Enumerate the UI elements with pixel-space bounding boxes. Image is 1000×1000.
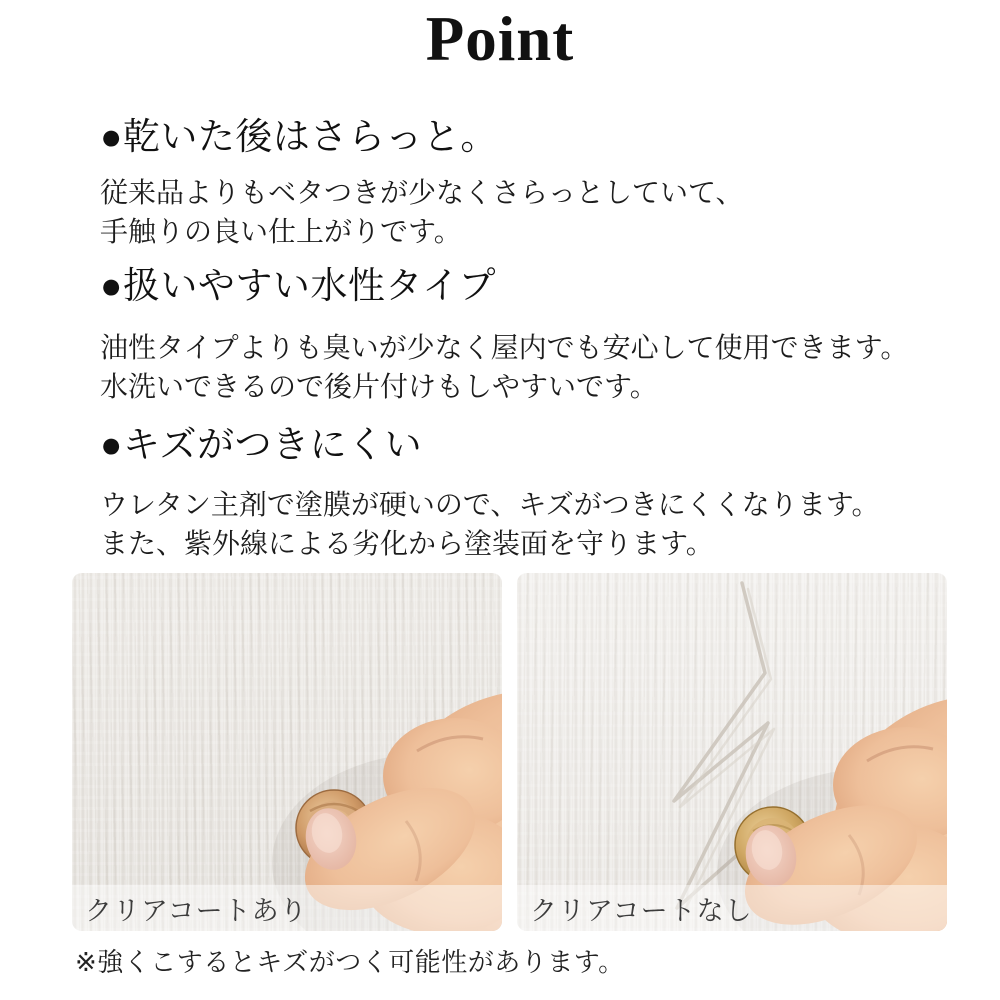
hand-coin-illustration: [72, 573, 502, 931]
photo-clearcoat-without: [517, 573, 947, 931]
feature-heading-water-based: ●扱いやすい水性タイプ: [100, 265, 496, 306]
body-line: 手触りの良い仕上がりです。: [100, 216, 462, 247]
body-line: また、紫外線による劣化から塗装面を守ります。: [100, 528, 714, 559]
feature-body-scratch-resistant: [100, 485, 940, 563]
page-title: Point: [425, 4, 575, 74]
photo-label-without-clearcoat: [517, 885, 947, 931]
photo-label-text: クリアコートあり: [85, 895, 308, 926]
photo-clearcoat-with: [72, 573, 502, 931]
feature-body-dry-smooth: [100, 173, 940, 251]
feature-heading-scratch-resistant: ●キズがつきにくい: [100, 424, 423, 465]
photo-label-text: クリアコートなし: [530, 895, 753, 926]
footnote: ※強くこするとキズがつく可能性があります。: [75, 947, 625, 977]
body-line: 従来品よりもベタつきが少なくさらっとしていて、: [100, 177, 744, 208]
body-line: ウレタン主剤で塗膜が硬いので、キズがつきにくくなります。: [100, 489, 880, 520]
feature-body-water-based: [100, 328, 940, 406]
body-line: 水洗いできるので後片付けもしやすいです。: [100, 371, 658, 402]
hand-coin-scratch-illustration: [517, 573, 947, 931]
comparison-photos: [72, 573, 948, 931]
photo-label-with-clearcoat: [72, 885, 502, 931]
feature-heading-dry-smooth: ●乾いた後はさらっと。: [100, 116, 498, 157]
body-line: 油性タイプよりも臭いが少なく屋内でも安心して使用できます。: [100, 332, 909, 363]
